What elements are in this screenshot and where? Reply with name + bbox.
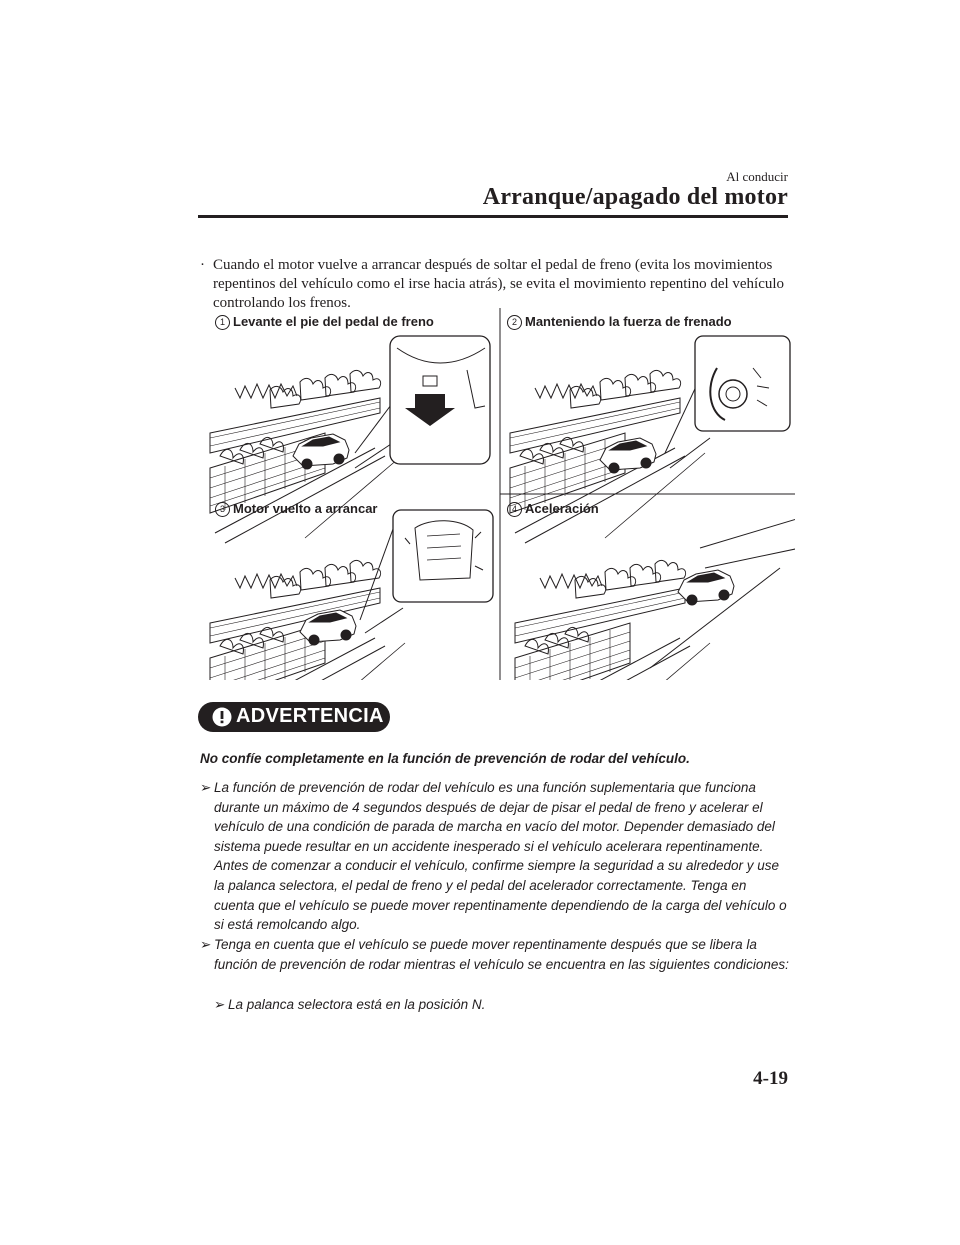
section-label: Al conducir <box>726 169 788 184</box>
illustration-drawing <box>205 308 795 680</box>
panel-4-label: Aceleración <box>525 501 599 516</box>
panel-4-caption <box>507 501 599 517</box>
panel-2-caption <box>507 314 732 330</box>
arrow-bullet-icon: ➢ <box>200 780 212 795</box>
warning-lead: No confíe completamente en la función de prevención de rodar del vehículo. <box>200 751 690 766</box>
panel-2-label: Manteniendo la fuerza de frenado <box>525 314 732 329</box>
bullet-dot: · <box>200 257 205 273</box>
warning-badge-label: ADVERTENCIA <box>236 705 384 727</box>
panel-1-scene <box>210 370 415 543</box>
page-number: 4-19 <box>753 1068 788 1089</box>
warning-badge <box>198 702 390 732</box>
panel-3-scene <box>210 518 405 680</box>
panel-1-label: Levante el pie del pedal de freno <box>233 314 434 329</box>
panel-3-caption <box>215 501 378 517</box>
warning-item-1-text: La función de prevención de rodar del vehículo es una función suplementaria que funciona durante un máximo de 4 segundos después de dejar de pisar el pedal de freno y acelerar el vehículo de una condición de parada de marcha en vacío del motor. Depender demasiado del sistema puede resultar en un accidente inesperado si el vehículo acelerara repentinamente. Antes de comenzar a conducir el vehículo, confirme siempre la seguridad a su alrededor y use la palanca selectora, el pedal de freno y el pedal del acelerador correctamente. Tenga en cuenta que el vehículo se puede mover repentinamente dependiendo de la carga del vehículo o si está remolcando algo. <box>214 780 787 933</box>
warning-item-1 <box>200 778 790 935</box>
page-heading: Arranque/apagado del motor <box>482 184 788 210</box>
intro-bullet <box>200 256 800 313</box>
warning-icon <box>212 707 232 727</box>
illustration-figure <box>205 308 795 680</box>
warning-subitem-1 <box>214 995 784 1015</box>
intro-bullet-text: Cuando el motor vuelve a arrancar después de soltar el pedal de freno (evita los movimientos repentinos del vehículo como el irse hacia atrás), se evita el movimiento repentino del vehículo controlando los frenos. <box>213 257 785 311</box>
panel-3-number: 3 <box>215 502 230 517</box>
arrow-bullet-icon: ➢ <box>214 997 226 1012</box>
panel-2-scene <box>510 370 710 543</box>
panel-4-number: 4 <box>507 502 522 517</box>
warning-item-2 <box>200 935 790 974</box>
panel-1-caption <box>215 314 434 330</box>
header-rule <box>198 215 788 218</box>
panel-3-label: Motor vuelto a arrancar <box>233 501 378 516</box>
warning-item-2-text: Tenga en cuenta que el vehículo se puede mover repentinamente después que se libera la función de prevención de rodar mientras el vehículo se encuentra en las siguientes condiciones: <box>214 937 789 972</box>
panel-4-scene <box>515 518 795 680</box>
panel-1-number: 1 <box>215 315 230 330</box>
warning-subitem-1-text: La palanca selectora está en la posición N. <box>228 997 486 1012</box>
engine-inset <box>393 510 493 602</box>
arrow-bullet-icon: ➢ <box>200 937 212 952</box>
panel-2-number: 2 <box>507 315 522 330</box>
